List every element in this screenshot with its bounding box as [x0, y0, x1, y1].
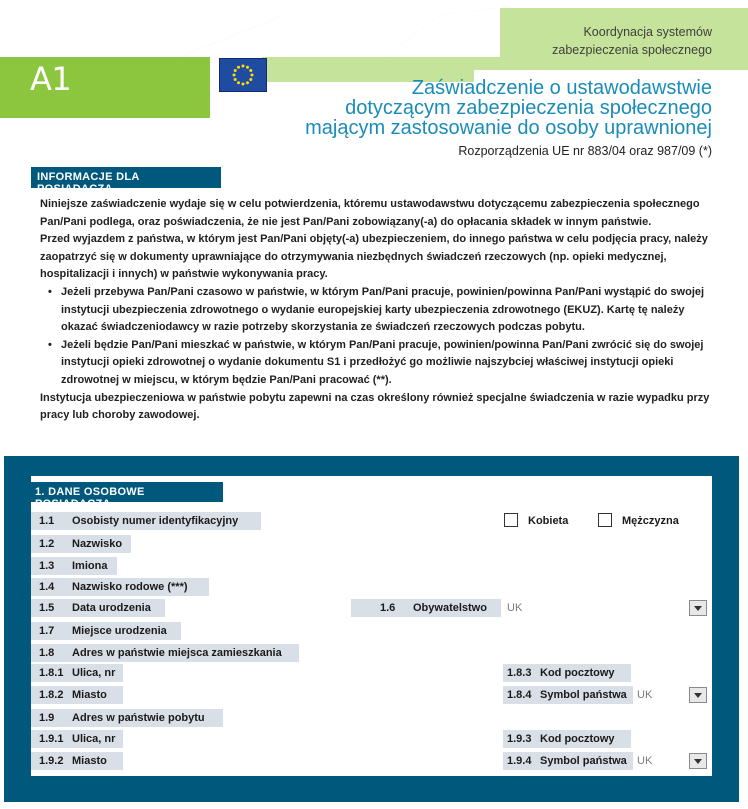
eu-stars-icon: [220, 59, 266, 91]
field-number: 1.8.1: [39, 667, 64, 679]
male-label: Mężczyzna: [622, 515, 679, 527]
field-label: Ulica, nr: [72, 733, 116, 745]
birth-date-input[interactable]: [165, 599, 351, 617]
row-1-1: [31, 512, 712, 530]
field-number: 1.8: [39, 647, 55, 659]
residence-country-select[interactable]: [633, 686, 712, 704]
field-number: 1.5: [39, 602, 55, 614]
row-1-7: [31, 622, 712, 640]
residence-city-input[interactable]: [123, 686, 503, 704]
regulations-reference: Rozporządzenia UE nr 883/04 oraz 987/09 (*): [458, 144, 712, 158]
field-label: Imiona: [72, 560, 108, 572]
row-1-5: [31, 599, 712, 617]
personal-data-heading: 1. DANE OSOBOWE POSIADACZA: [31, 482, 223, 502]
field-label: Miasto: [72, 689, 107, 701]
info-paragraph-2: Przed wyjazdem z państwa, w którym jest Pan/Pani objęty(-a) ubezpieczeniem, do innego państwa w celu podjęcia pracy, należy zaopatrzyć się w dokumenty uprawniające do otrzymywania niezbędnych świadczeń rzeczowych (np. opieki medycznej, hospitalizacji i innych) w państwie wykonywania pracy.: [40, 233, 708, 281]
coordination-line-2: zabezpieczenia społecznego: [552, 43, 712, 57]
field-number: 1.8.4: [507, 689, 532, 701]
nationality-value: UK: [507, 602, 523, 614]
label-1-8: [31, 644, 299, 662]
field-label: Nazwisko rodowe (***): [72, 581, 188, 593]
form-number: A1: [30, 60, 72, 98]
field-number: 1.4: [39, 581, 55, 593]
field-number: 1.9.1: [39, 733, 64, 745]
label-1-7: [31, 622, 181, 640]
title-line-1: Zaświadczenie o ustawodawstwie: [411, 77, 712, 99]
label-1-1: [31, 512, 261, 530]
info-bullet-list: [40, 284, 720, 390]
chevron-down-icon[interactable]: [689, 753, 707, 769]
row-1-8: [31, 644, 712, 662]
field-label: Nazwisko: [72, 538, 123, 550]
document-title: [305, 78, 712, 138]
title-line-3: mającym zastosowanie do osoby uprawnionej: [305, 117, 712, 139]
coordination-label: [552, 23, 712, 59]
residence-street-input[interactable]: [123, 664, 503, 682]
birth-surname-input[interactable]: [209, 578, 712, 596]
field-label: Data urodzenia: [72, 602, 151, 614]
stay-postcode-input[interactable]: [631, 730, 712, 748]
residence-address-input[interactable]: [299, 644, 712, 662]
info-paragraph-3: Instytucja ubezpieczeniowa w państwie pobytu zapewni na czas określony również specjalne świadczenia w razie wypadku przy pracy lub choroby zawodowej.: [40, 391, 710, 422]
label-1-6: [351, 599, 501, 617]
row-1-9-1: [31, 730, 712, 748]
field-number: 1.8.3: [507, 667, 532, 679]
label-1-9: [31, 709, 223, 727]
info-bullet-1: • Jeżeli przebywa Pan/Pani czasowo w państwie, w którym Pan/Pani pracuje, powinien/powinna Pan/Pani wystąpić do swojej instytucji ubezpieczenia zdrowotnego o wydanie europejskiej karty ubezpieczenia zdrowotnego (EKUZ). Kartę tę należy okazać świadczeniodawcy w razie potrzeby skorzystania ze świadczeń rzeczowych podczas pobytu.: [40, 284, 720, 337]
field-label: Miasto: [72, 755, 107, 767]
info-bullet-2: • Jeżeli będzie Pan/Pani mieszkać w państwie, w którym Pan/Pani pracuje, powinien/powinna Pan/Pani zwrócić się do swojej instytucji opieki zdrowotnej o wydanie dokumentu S1 i przedłożyć go możliwie najszybciej właściwej instytucji opieki zdrowotnej w miejscu, w którym będzie Pan/Pani pracować (**).: [40, 337, 720, 390]
row-1-4: [31, 578, 712, 596]
personal-id-input[interactable]: [261, 512, 491, 530]
birth-place-input[interactable]: [181, 622, 712, 640]
chevron-down-icon[interactable]: [689, 687, 707, 703]
label-1-2: [31, 535, 131, 553]
label-1-9-3: [503, 730, 631, 748]
row-1-8-2: [31, 686, 712, 704]
field-number: 1.6: [380, 602, 396, 614]
label-1-5: [31, 599, 165, 617]
eu-flag-icon: [219, 58, 267, 92]
form-header: [0, 0, 748, 170]
nationality-select[interactable]: [501, 599, 712, 617]
label-1-8-4: [503, 686, 633, 704]
stay-street-input[interactable]: [123, 730, 503, 748]
field-label: Ulica, nr: [72, 667, 116, 679]
label-1-9-2: [31, 752, 123, 770]
chevron-down-icon[interactable]: [689, 600, 707, 616]
row-1-8-1: [31, 664, 712, 682]
label-1-8-3: [503, 664, 631, 682]
label-1-8-1: [31, 664, 123, 682]
label-1-9-4: [503, 752, 633, 770]
field-number: 1.9.2: [39, 755, 64, 767]
info-text: [40, 196, 720, 425]
row-1-2: [31, 535, 712, 553]
female-checkbox[interactable]: [504, 513, 518, 527]
field-number: 1.7: [39, 625, 55, 637]
row-1-9-2: [31, 752, 712, 770]
male-checkbox[interactable]: [598, 513, 612, 527]
stay-address-input[interactable]: [223, 709, 712, 727]
title-line-2: dotyczącym zabezpieczenia społecznego: [345, 97, 712, 119]
field-label: Adres w państwie miejsca zamieszkania: [72, 647, 282, 659]
field-label: Kod pocztowy: [540, 733, 615, 745]
field-label: Osobisty numer identyfikacyjny: [72, 515, 239, 527]
field-label: Adres w państwie pobytu: [72, 712, 205, 724]
field-number: 1.1: [39, 515, 55, 527]
label-1-9-1: [31, 730, 123, 748]
residence-country-value: UK: [637, 689, 653, 701]
stay-country-select[interactable]: [633, 752, 712, 770]
field-number: 1.2: [39, 538, 55, 550]
surname-input[interactable]: [131, 535, 712, 553]
female-label: Kobieta: [528, 515, 569, 527]
field-label: Symbol państwa: [540, 755, 627, 767]
field-label: Miejsce urodzenia: [72, 625, 167, 637]
field-number: 1.9: [39, 712, 55, 724]
first-names-input[interactable]: [117, 557, 712, 575]
field-label: Symbol państwa: [540, 689, 627, 701]
stay-city-input[interactable]: [123, 752, 503, 770]
field-label: Kod pocztowy: [540, 667, 615, 679]
row-1-9: [31, 709, 712, 727]
residence-postcode-input[interactable]: [631, 664, 712, 682]
info-paragraph-1: Niniejsze zaświadczenie wydaje się w celu potwierdzenia, któremu ustawodawstwu dotyczącemu zabezpieczenia społecznego Pan/Pani podlega, oraz poświadczenia, że nie jest Pan/Pani zobowiązany(-a) do opłacania składek w innym państwie.: [40, 198, 700, 228]
field-number: 1.9.3: [507, 733, 532, 745]
field-label: Obywatelstwo: [413, 602, 487, 614]
field-number: 1.3: [39, 560, 55, 572]
label-1-8-2: [31, 686, 123, 704]
label-1-4: [31, 578, 209, 596]
coordination-line-1: Koordynacja systemów: [583, 25, 712, 39]
field-number: 1.9.4: [507, 755, 532, 767]
label-1-3: [31, 557, 117, 575]
field-number: 1.8.2: [39, 689, 64, 701]
row-1-3: [31, 557, 712, 575]
stay-country-value: UK: [637, 755, 653, 767]
info-section-heading: INFORMACJE DLA POSIADACZA: [31, 167, 221, 188]
